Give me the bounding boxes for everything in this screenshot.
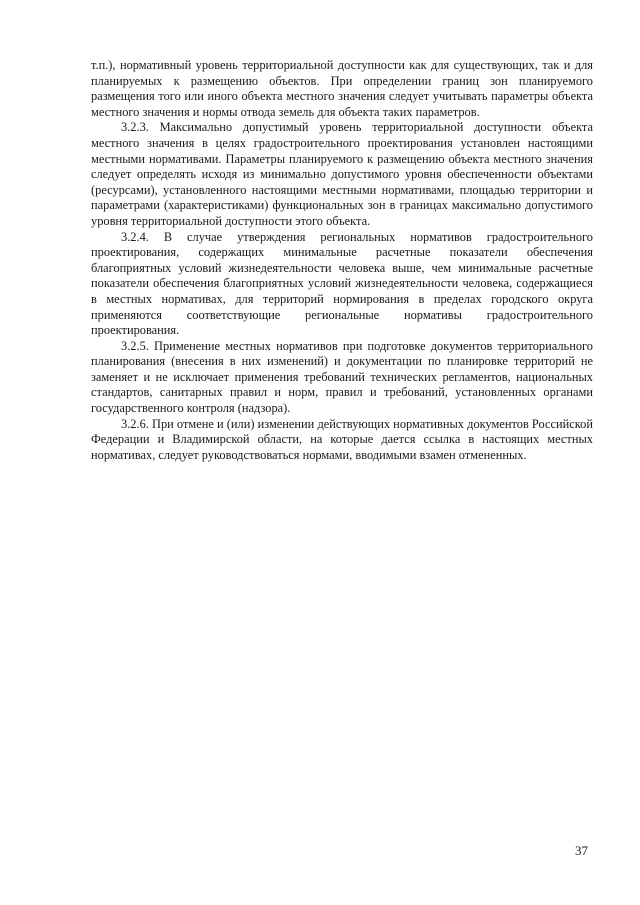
paragraph-continuation: т.п.), нормативный уровень территориальной доступности как для существующих, так и для планируемых к размещению объектов. При определении границ зон планируемого размещения того или иного объекта местного значения следует учитывать параметры объекта местного значения и нормы отвода земель для объекта таких параметров.	[91, 58, 593, 119]
paragraph-3-2-4: 3.2.4. В случае утверждения региональных нормативов градостроительного проектирования, содержащих минимальные расчетные показатели обеспечения благоприятных условий жизнедеятельности человека выше, чем минимальные расчетные показатели обеспечения благоприятных условий жизнедеятельности человека, содержащиеся в местных нормативах, для территорий нормирования в пределах городского округа применяются соответствующие региональные нормативы градостроительного проектирования.	[91, 229, 593, 338]
page-number: 37	[575, 843, 588, 858]
document-body	[91, 58, 593, 463]
paragraph-3-2-3: 3.2.3. Максимально допустимый уровень территориальной доступности объекта местного значения в целях градостроительного проектирования установлен настоящими местными нормативами. Параметры планируемого к размещению объекта местного значения следует определять исходя из минимально допустимого уровня обеспеченности объектами (ресурсами), установленного настоящими местными нормативами, площадью территории и параметрами (характеристиками) функциональных зон в границах максимально допустимого уровня территориальной доступности этого объекта.	[91, 120, 593, 228]
paragraph-3-2-6: 3.2.6. При отмене и (или) изменении действующих нормативных документов Российской Федерации и Владимирской области, на которые дается ссылка в настоящих местных нормативах, следует руководствоваться нормами, вводимыми взамен отмененных.	[91, 416, 593, 462]
paragraph-3-2-5: 3.2.5. Применение местных нормативов при подготовке документов территориального планирования (внесения в них изменений) и документации по планировке территорий не заменяет и не исключает применения требований технических регламентов, национальных стандартов, санитарных правил и норм, правил и требований, установленных органами государственного контроля (надзора).	[91, 338, 593, 416]
